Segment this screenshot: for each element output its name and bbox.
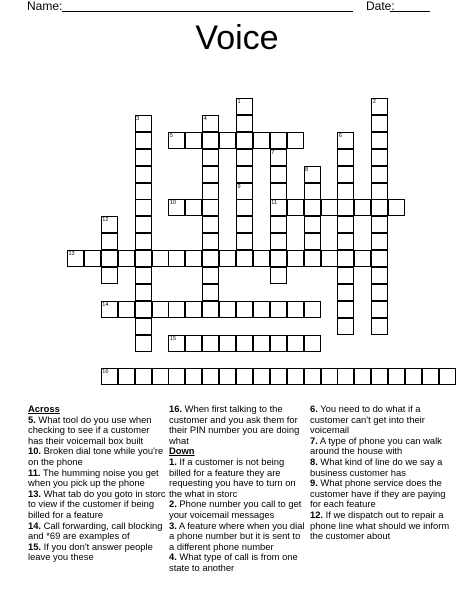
grid-cell[interactable]	[135, 199, 152, 216]
grid-cell[interactable]	[185, 132, 202, 149]
grid-cell[interactable]	[287, 301, 304, 318]
grid-cell[interactable]	[270, 267, 287, 284]
grid-cell[interactable]	[321, 199, 338, 216]
grid-cell[interactable]	[135, 318, 152, 335]
grid-cell[interactable]	[135, 149, 152, 166]
grid-cell[interactable]	[287, 199, 304, 216]
clue-text: If we dispatch out to repair a phone line what should we inform the customer about	[310, 508, 450, 542]
grid-cell[interactable]	[371, 368, 388, 385]
grid-cell[interactable]	[304, 335, 321, 352]
clue-number: 8.	[310, 455, 318, 467]
clue-list	[169, 457, 307, 574]
grid-cell[interactable]	[337, 318, 354, 335]
clue-item	[310, 436, 450, 457]
grid-cell[interactable]	[287, 368, 304, 385]
clue-number: 9.	[310, 477, 318, 489]
grid-cell[interactable]	[219, 132, 236, 149]
grid-cell[interactable]	[270, 250, 287, 267]
grid-cell[interactable]	[304, 183, 321, 200]
grid-cell[interactable]	[371, 183, 388, 200]
grid-cell[interactable]	[304, 216, 321, 233]
clue-column-2	[169, 404, 307, 574]
clue-number-label: 8	[305, 166, 309, 173]
grid-cell[interactable]	[202, 132, 219, 149]
grid-cell[interactable]	[185, 250, 202, 267]
clue-number: 6.	[310, 403, 318, 414]
clue-number-label: 15	[169, 335, 177, 342]
grid-cell[interactable]	[371, 233, 388, 250]
grid-cell[interactable]	[236, 132, 253, 149]
clue-list	[28, 415, 166, 563]
grid-cell[interactable]	[236, 115, 253, 132]
grid-cell[interactable]	[135, 368, 152, 385]
name-label: Name:	[27, 0, 63, 13]
clue-list	[169, 404, 307, 446]
clue-number-label: 14	[102, 301, 109, 308]
clue-number-label: 4	[203, 115, 207, 122]
clue-text: What type of call is from one state to another	[169, 551, 298, 573]
grid-cell[interactable]	[185, 301, 202, 318]
grid-cell[interactable]	[337, 149, 354, 166]
grid-cell[interactable]	[304, 199, 321, 216]
grid-cell[interactable]	[270, 216, 287, 233]
grid-cell[interactable]	[202, 233, 219, 250]
grid-cell[interactable]	[135, 183, 152, 200]
grid-cell[interactable]	[337, 250, 354, 267]
grid-cell[interactable]	[371, 250, 388, 267]
grid-cell[interactable]	[135, 301, 152, 318]
clue-text: A feature where when you dial a phone number but it is sent to a different phone number	[169, 519, 305, 552]
clue-item	[169, 457, 307, 499]
clue-number: 1.	[169, 455, 177, 467]
grid-cell[interactable]	[202, 199, 219, 216]
grid-cell[interactable]	[236, 301, 253, 318]
across-heading: Across	[28, 403, 60, 414]
clue-number-label: 13	[68, 251, 75, 258]
down-heading: Down	[169, 445, 195, 457]
grid-cell[interactable]	[253, 368, 270, 385]
grid-cell[interactable]	[337, 216, 354, 233]
grid-cell[interactable]	[236, 335, 253, 352]
grid-cell[interactable]	[219, 368, 236, 385]
clue-number-label: 3	[136, 115, 140, 122]
page-title: Voice	[195, 19, 279, 57]
grid-cell[interactable]	[304, 233, 321, 250]
clue-number: 10.	[28, 445, 42, 457]
grid-cell[interactable]	[354, 199, 371, 216]
grid-cell[interactable]	[135, 284, 152, 301]
grid-cell[interactable]	[202, 149, 219, 166]
clue-text: What tool do you use when checking to see if a customer has their voicemail box built	[28, 413, 152, 446]
grid-cell[interactable]	[101, 233, 118, 250]
clue-number-label: 12	[102, 217, 109, 224]
grid-cell[interactable]	[219, 335, 236, 352]
grid-cell[interactable]	[236, 250, 253, 267]
grid-cell[interactable]	[135, 250, 152, 267]
clue-number: 14.	[28, 519, 42, 531]
clue-number: 7.	[310, 434, 318, 446]
grid-cell[interactable]	[354, 368, 371, 385]
clue-item	[310, 404, 450, 436]
grid-cell[interactable]	[270, 183, 287, 200]
grid-cell[interactable]	[304, 250, 321, 267]
grid-cell[interactable]	[270, 166, 287, 183]
clue-number: 2.	[169, 498, 177, 510]
clue-text: Broken dial tone while you're on the phone	[28, 445, 164, 467]
grid-cell[interactable]	[118, 301, 135, 318]
grid-cell[interactable]	[101, 250, 118, 267]
clue-item	[28, 489, 166, 521]
grid-cell[interactable]	[202, 267, 219, 284]
grid-cell[interactable]	[337, 267, 354, 284]
grid-cell[interactable]	[118, 250, 135, 267]
clue-number: 15.	[28, 540, 42, 552]
clue-number-label: 6	[338, 132, 342, 139]
clue-text: The humming noise you get when you pick up the phone	[28, 466, 159, 489]
clue-number: 12.	[310, 508, 324, 520]
clue-text: Call forwarding, call blocking and *69 are examples of	[28, 519, 163, 542]
grid-cell[interactable]	[236, 368, 253, 385]
grid-cell[interactable]	[168, 250, 185, 267]
grid-cell[interactable]	[287, 250, 304, 267]
grid-cell[interactable]	[135, 233, 152, 250]
grid-cell[interactable]	[371, 267, 388, 284]
grid-cell[interactable]	[202, 368, 219, 385]
grid-cell[interactable]	[388, 368, 405, 385]
clue-text: A type of phone you can walk around the house with	[310, 434, 442, 457]
clue-number-label: 2	[372, 99, 376, 105]
grid-cell[interactable]	[202, 301, 219, 318]
grid-cell[interactable]	[253, 301, 270, 318]
clue-column-3	[310, 404, 450, 542]
grid-cell[interactable]	[202, 183, 219, 200]
clue-number: 3.	[169, 519, 177, 531]
clue-number-label: 10	[169, 200, 177, 207]
grid-cell[interactable]	[371, 149, 388, 166]
grid-cell[interactable]	[337, 233, 354, 250]
grid-cell[interactable]	[236, 199, 253, 216]
grid-cell[interactable]	[219, 301, 236, 318]
clue-number-label: 5	[169, 132, 173, 139]
grid-cell[interactable]	[202, 166, 219, 183]
grid-cell[interactable]	[321, 250, 338, 267]
grid-cell[interactable]	[152, 368, 169, 385]
grid-cell[interactable]	[337, 368, 354, 385]
clue-text: Phone number you call to get your voicemail messages	[169, 498, 302, 520]
clue-number-label: 1	[237, 99, 241, 105]
grid-cell[interactable]	[253, 132, 270, 149]
grid-cell[interactable]	[118, 368, 135, 385]
grid-cell[interactable]	[236, 233, 253, 250]
grid-cell[interactable]	[337, 166, 354, 183]
grid-cell[interactable]	[202, 216, 219, 233]
grid-cell[interactable]	[253, 335, 270, 352]
grid-cell[interactable]	[202, 284, 219, 301]
grid-cell[interactable]	[168, 368, 185, 385]
grid-cell[interactable]	[354, 250, 371, 267]
grid-cell[interactable]	[337, 183, 354, 200]
grid-cell[interactable]	[185, 199, 202, 216]
grid-cell[interactable]	[185, 335, 202, 352]
grid-cell[interactable]	[84, 250, 101, 267]
grid-cell[interactable]	[135, 216, 152, 233]
clue-number: 16.	[169, 403, 183, 414]
grid-cell[interactable]	[337, 199, 354, 216]
grid-cell[interactable]	[371, 216, 388, 233]
grid-cell[interactable]	[371, 301, 388, 318]
grid-cell[interactable]	[101, 267, 118, 284]
clue-item	[28, 415, 166, 447]
clue-item	[28, 446, 166, 467]
clue-column-1	[28, 404, 166, 563]
grid-cell[interactable]	[152, 250, 169, 267]
grid-cell[interactable]	[236, 216, 253, 233]
clue-number: 13.	[28, 487, 42, 499]
clue-item	[169, 521, 307, 553]
grid-cell[interactable]	[270, 301, 287, 318]
grid-cell[interactable]	[304, 301, 321, 318]
grid-cell[interactable]	[337, 284, 354, 301]
grid-cell[interactable]	[405, 368, 422, 385]
grid-cell[interactable]	[270, 368, 287, 385]
grid-cell[interactable]	[270, 233, 287, 250]
clue-item	[310, 478, 450, 510]
grid-cell[interactable]	[152, 301, 169, 318]
clue-item	[169, 404, 307, 446]
clue-number-label: 9	[237, 183, 241, 190]
clue-item	[28, 521, 166, 542]
clue-text: If you don't answer people leave you these	[28, 540, 153, 563]
grid-cell[interactable]	[135, 132, 152, 149]
grid-cell[interactable]	[135, 267, 152, 284]
grid-cell[interactable]	[304, 368, 321, 385]
grid-cell[interactable]	[371, 132, 388, 149]
grid-cell[interactable]	[185, 368, 202, 385]
clue-item	[169, 499, 307, 520]
clue-item	[169, 552, 307, 573]
clue-item	[28, 542, 166, 563]
grid-cell[interactable]	[219, 250, 236, 267]
grid-cell[interactable]	[371, 284, 388, 301]
grid-cell[interactable]	[422, 368, 439, 385]
clue-number-label: 16	[102, 369, 109, 376]
grid-cell[interactable]	[270, 132, 287, 149]
grid-cell[interactable]	[371, 318, 388, 335]
grid-cell[interactable]	[202, 250, 219, 267]
grid-cell[interactable]	[287, 335, 304, 352]
date-label: Date:	[366, 0, 395, 13]
clue-text: If a customer is not being billed for a feature they are requesting you have to turn on the what in storc	[169, 455, 296, 499]
grid-cell[interactable]	[337, 301, 354, 318]
clue-number: 5.	[28, 413, 36, 425]
clue-number-label: 11	[271, 200, 278, 207]
grid-cell[interactable]	[135, 335, 152, 352]
grid-cell[interactable]	[287, 132, 304, 149]
clue-number: 4.	[169, 551, 177, 563]
clue-item	[310, 510, 450, 542]
grid-cell[interactable]	[253, 250, 270, 267]
clue-text: What kind of line do we say a business customer has	[310, 455, 443, 478]
grid-cell[interactable]	[321, 368, 338, 385]
grid-cell[interactable]	[168, 301, 185, 318]
clue-text: What phone service does the customer have if they are paying for each feature	[310, 477, 446, 510]
clue-text: You need to do what if a customer can't get into their voicemail	[310, 403, 425, 436]
grid-cell[interactable]	[371, 199, 388, 216]
clue-list	[310, 404, 450, 542]
grid-cell[interactable]	[135, 166, 152, 183]
clue-item	[310, 457, 450, 478]
grid-cell[interactable]	[236, 149, 253, 166]
clue-text: What tab do you goto in storc to view if the customer if being billed for a feature	[28, 487, 166, 520]
grid-cell[interactable]	[236, 166, 253, 183]
grid-cell[interactable]	[202, 335, 219, 352]
grid-cell[interactable]	[371, 166, 388, 183]
grid-cell[interactable]	[371, 115, 388, 132]
grid-cell[interactable]	[388, 199, 405, 216]
grid-cell[interactable]	[439, 368, 456, 385]
clue-item	[28, 468, 166, 489]
clue-number-label: 7	[271, 149, 275, 156]
clue-number: 11.	[28, 466, 41, 478]
clue-text: When first talking to the customer and you ask them for their PIN number you are doing what	[169, 403, 300, 446]
grid-cell[interactable]	[270, 335, 287, 352]
